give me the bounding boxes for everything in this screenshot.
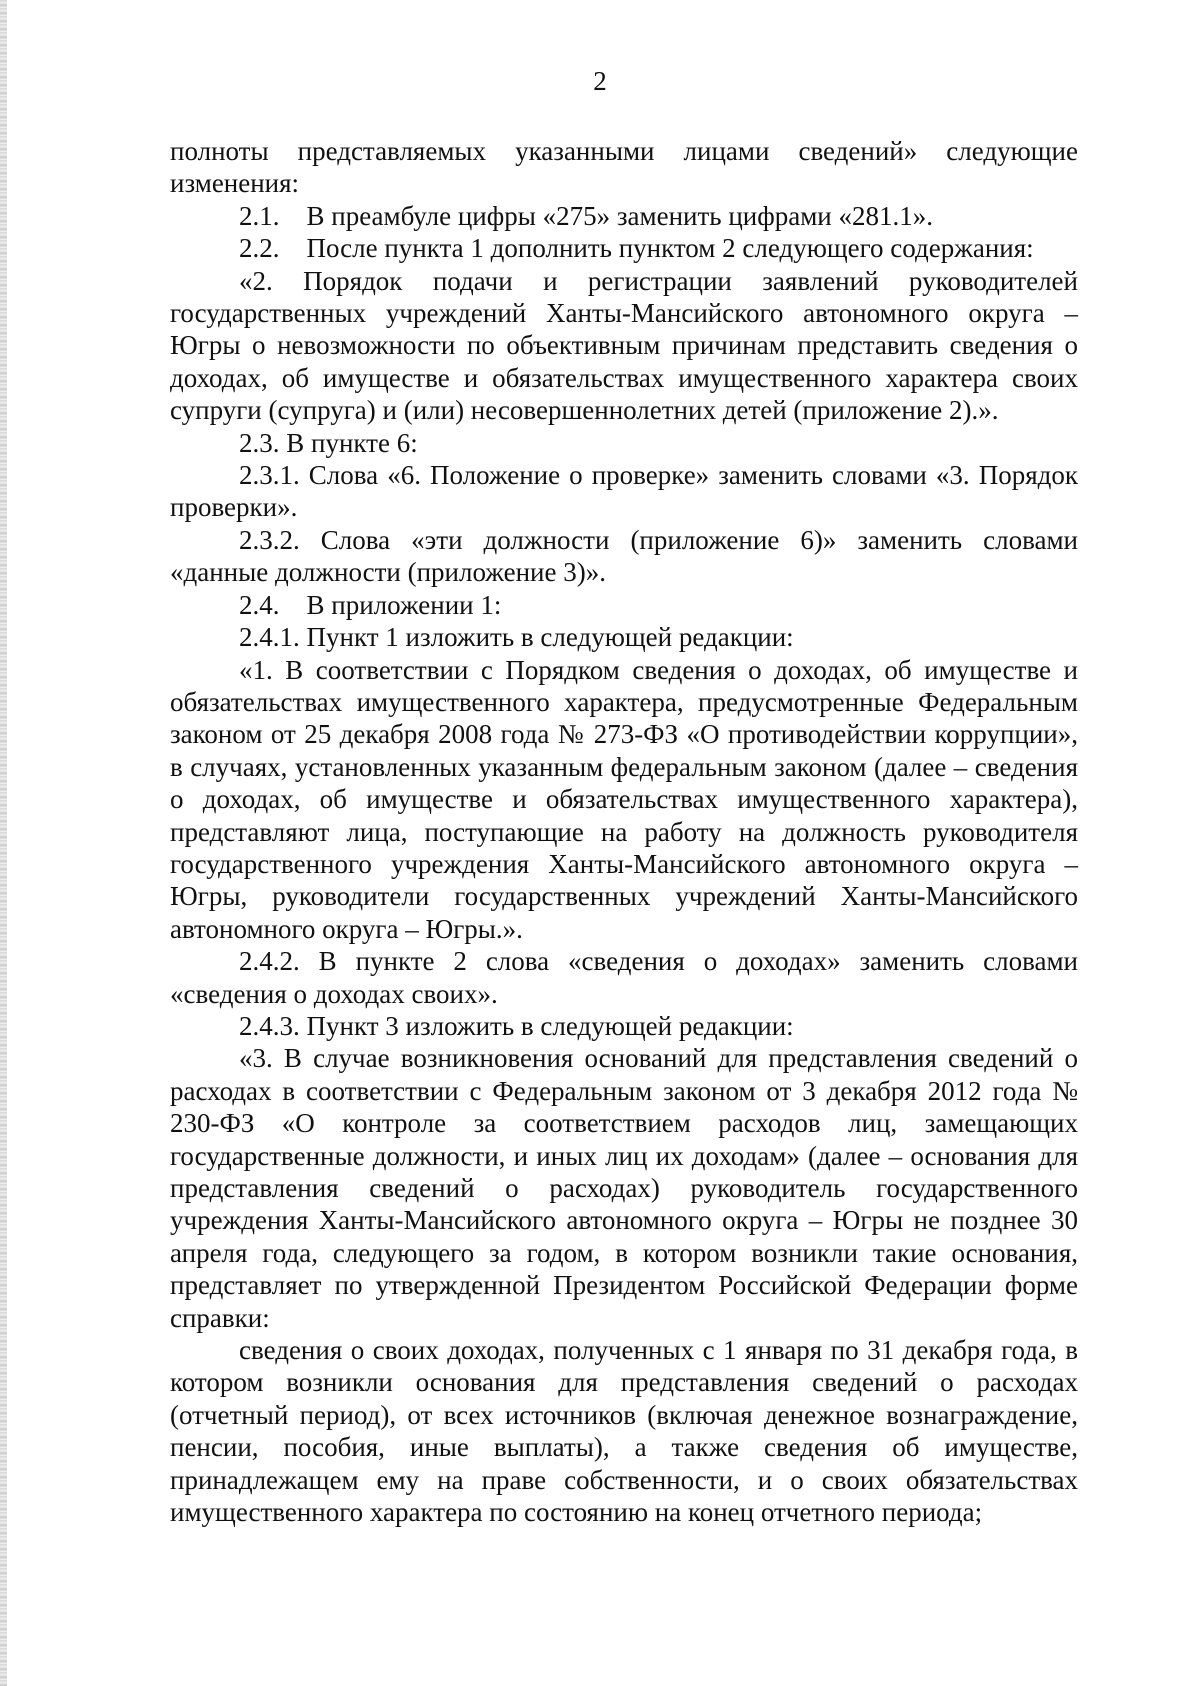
paragraph-continuation: полноты представляемых указанными лицами сведений» следующие изменения: (170, 136, 1078, 199)
paragraph-2-3: 2.3. В пункте 6: (239, 427, 418, 458)
paragraph-quote-1: «1. В соответствии с Порядком сведения о доходах, об имуществе и обязательствах имущественного характера, предусмотренные Федеральным законом от 25 декабря 2008 года № 273-ФЗ «О противодействии коррупции», в случаях, установленных указанным федеральным законом (далее – сведения о доходах, об имуществе и обязательствах имущественного характера), представляют лица, поступающие на работу на должность руководителя государственного учреждения Ханты-Мансийского автономного округа – Югры, руководители государственных учреждений Ханты-Мансийского автономного округа – Югры.». (170, 654, 1078, 944)
paragraph-2-1: 2.1. В преамбуле цифры «275» заменить цифрами «281.1». (239, 200, 933, 231)
paragraph-2-2: 2.2. После пункта 1 дополнить пунктом 2 следующего содержания: (239, 233, 1034, 264)
paragraph-2-4-2: 2.4.2. В пункте 2 слова «сведения о доходах» заменить словами «сведения о доходах своих». (170, 946, 1078, 1009)
paragraph-2-4-1: 2.4.1. Пункт 1 изложить в следующей редакции: (239, 622, 794, 653)
paragraph-2-4: 2.4. В приложении 1: (239, 589, 502, 620)
document-body (170, 135, 1078, 1528)
paragraph-2-3-2: 2.3.2. Слова «эти должности (приложение 6)» заменить словами «данные должности (приложение 3)». (170, 524, 1078, 588)
paragraph-income-info: сведения о своих доходах, полученных с 1 января по 31 декабря года, в котором возникли основания для представления сведений о расходах (отчетный период), от всех источников (включая денежное вознаграждение, пенсии, пособия, иные выплаты), а также сведения об имуществе, принадлежащем ему на праве собственности, и о своих обязательствах имущественного характера по состоянию на конец отчетного периода; (170, 1335, 1078, 1528)
paragraph-2-3-1: 2.3.1. Слова «6. Положение о проверке» заменить словами «3. Порядок проверки». (170, 460, 1078, 523)
scan-edge (0, 0, 7, 1686)
paragraph-2-4-3: 2.4.3. Пункт 3 изложить в следующей редакции: (239, 1010, 794, 1041)
paragraph-quote-3: «3. В случае возникновения оснований для представления сведений о расходах в соответствии с Федеральным законом от 3 декабря 2012 года № 230-ФЗ «О контроле за соответствием расходов лиц, замещающих государственные должности, и иных лиц их доходам» (далее – основания для представления сведений о расходах) руководитель государственного учреждения Ханты-Мансийского автономного округа – Югры не позднее 30 апреля года, следующего за годом, в котором возникли такие основания, представляет по утвержденной Президентом Российской Федерации форме справки: (170, 1043, 1078, 1333)
paragraph-quote-2: «2. Порядок подачи и регистрации заявлений руководителей государственных учреждений Ханты-Мансийского автономного округа – Югры о невозможности по объективным причинам представить сведения о доходах, об имуществе и обязательствах имущественного характера своих супруги (супруга) и (или) несовершеннолетних детей (приложение 2).». (170, 265, 1078, 426)
page-number: 2 (593, 66, 607, 96)
